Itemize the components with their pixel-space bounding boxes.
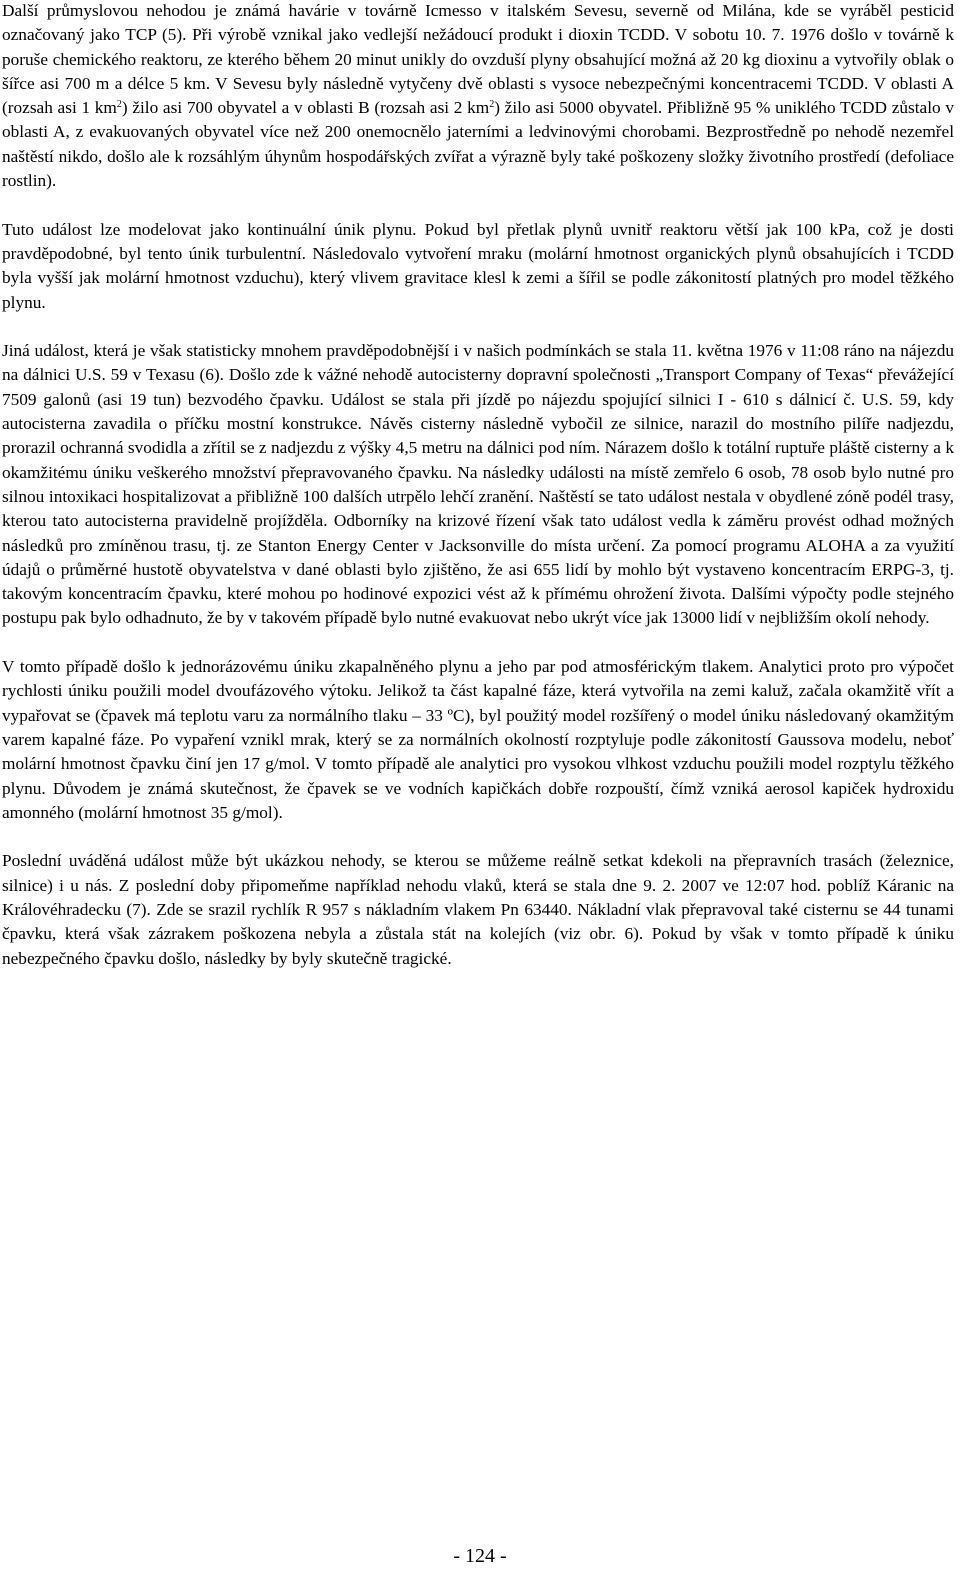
paragraph-seveso-text-3: ) žilo asi 5000 obyvatel. Přibližně 95 % uniklého TCDD zůstalo v oblasti A, z evakuovaných obyvatel více než 200 onemocnělo jaterními a ledvinovými chorobami. Bezprostředně po nehodě nezemřel naštěstí nikdo, došlo ale k rozsáhlým úhynům hospodářských zvířat a výrazně byly také poškozeny složky životního prostředí (defoliace rostlin).	[2, 98, 954, 191]
paragraph-model-continuous-leak: Tuto událost lze modelovat jako kontinuální únik plynu. Pokud byl přetlak plynů uvnitř reaktoru větší jak 100 kPa, což je dosti pravděpodobné, byl tento únik turbulentní. Následovalo vytvoření mraku (molární hmotnost organických plynů obsahujících i TCDD byla vyšší jak molární hmotnost vzduchu), který vlivem gravitace klesl k zemi a šířil se podle zákonitostí platných pro model těžkého plynu.	[2, 219, 954, 312]
paragraph-texas-accident: Jiná událost, která je však statisticky mnohem pravděpodobnější i v našich podmínkách se stala 11. května 1976 v 11:08 ráno na nájezdu na dálnici U.S. 59 v Texasu (6). Došlo zde k vážné nehodě autocisterny dopravní společnosti „Transport Company of Texas“ převážející 7509 galonů (asi 19 tun) bezvodého čpavku. Událost se stala při jízdě po nájezdu spojující silnici I - 610 s dálnicí č. U.S. 59, kdy autocisterna zavadila o příčku mostní konstrukce. Návěs cisterny následně vybočil ze silnice, narazil do mostního pilíře nadjezdu, prorazil ochranná svodidla a zřítil se z nadjezdu z výšky 4,5 metru na dálnici pod ním. Nárazem došlo k totální ruptuře pláště cisterny a k okamžitému úniku veškerého množství přepravovaného čpavku. Na následky události na místě zemřelo 6 osob, 78 osob bylo nutné pro silnou intoxikaci hospitalizovat a přibližně 100 dalších utrpělo lehčí zranění. Naštěstí se tato událost nestala v obydlené zóně podél trasy, kterou tato autocisterna pravidelně projížděla. Odborníky na krizové řízení však tato událost vedla k záměru provést odhad možných následků pro zmíněnou trasu, tj. ze Stanton Energy Center v Jacksonville do místa určení. Za pomocí programu ALOHA a za využití údajů o průměrné hustotě obyvatelstva v dané oblasti bylo zjištěno, že asi 655 lidí by mohlo být vystaveno koncentracím ERPG-3, tj. takovým koncentracím čpavku, které mohou po hodinové expozici vést až k přímému ohrožení života. Dalšími výpočty podle stejného postupu pak bylo odhadnuto, že by v takovém případě bylo nutné evakuovat nebo ukrýt více jak 13000 lidí v nejbližším okolí nehody.	[2, 341, 954, 628]
paragraph-two-phase-model: V tomto případě došlo k jednorázovému úniku zkapalněného plynu a jeho par pod atmosférickým tlakem. Analytici proto pro výpočet rychlosti úniku použili model dvoufázového výtoku. Jelikož ta část kapalné fáze, která vytvořila na zemi kaluž, začala okamžitě vřít a vypařovat se (čpavek má teplotu varu za normálního tlaku – 33 ºC), byl použitý model rozšířený o model úniku následovaný okamžitým varem kapalné fáze. Po vypaření vznikl mrak, který se za normálních okolností rozptyluje podle zákonitostí Gaussova modelu, neboť molární hmotnost čpavku činí jen 17 g/mol. V tomto případě ale analytici pro vysokou vlhkost vzduchu použili model rozptylu těžkého plynu. Důvodem je známá skutečnost, že čpavek se ve vodních kapičkách dobře rozpouští, čímž vzniká aerosol kapiček hydroxidu amonného (molární hmotnost 35 g/mol).	[2, 657, 954, 822]
superscript-km2-a: 2	[116, 99, 122, 111]
superscript-km2-b: 2	[489, 99, 495, 111]
paragraph-karanice-accident: Poslední uváděná událost může být ukázkou nehody, se kterou se můžeme reálně setkat kdekoli na přepravních trasách (železnice, silnice) i u nás. Z poslední doby připomeňme například nehodu vlaků, která se stala dne 9. 2. 2007 ve 12:07 hod. poblíž Káranic na Královéhradecku (7). Zde se srazil rychlík R 957 s nákladním vlakem Pn 63440. Nákladní vlak přepravoval také cisternu se 44 tunami čpavku, která však zázrakem poškozena nebyla a zůstala stát na kolejích (viz obr. 6). Pokud by však v tomto případě k úniku nebezpečného čpavku došlo, následky by byly skutečně tragické.	[2, 851, 954, 968]
paragraph-seveso-text-2: ) žilo asi 700 obyvatel a v oblasti B (rozsah asi 2 km	[121, 98, 490, 118]
page-number: - 124 -	[453, 1545, 507, 1567]
paragraph-seveso-text-1: Další průmyslovou nehodou je známá havárie v továrně Icmesso v italském Sevesu, severně od Milána, kde se vyráběl pesticid označovaný jako TCP (5). Při výrobě vznikal jako vedlejší nežádoucí produkt i dioxin TCDD. V sobotu 10. 7. 1976 došlo v továrně k poruše chemického reaktoru, ze kterého během 20 minut unikly do ovzduší plyny obsahující možná až 20 kg dioxinu a vytvořily oblak o šířce asi 700 m a délce 5 km. V Sevesu byly následně vytyčeny dvě oblasti s vysoce nebezpečnými koncentracemi TCDD. V oblasti A (rozsah asi 1 km	[2, 1, 954, 118]
paragraph-seveso	[2, 0, 954, 193]
document-page	[2, 0, 954, 971]
